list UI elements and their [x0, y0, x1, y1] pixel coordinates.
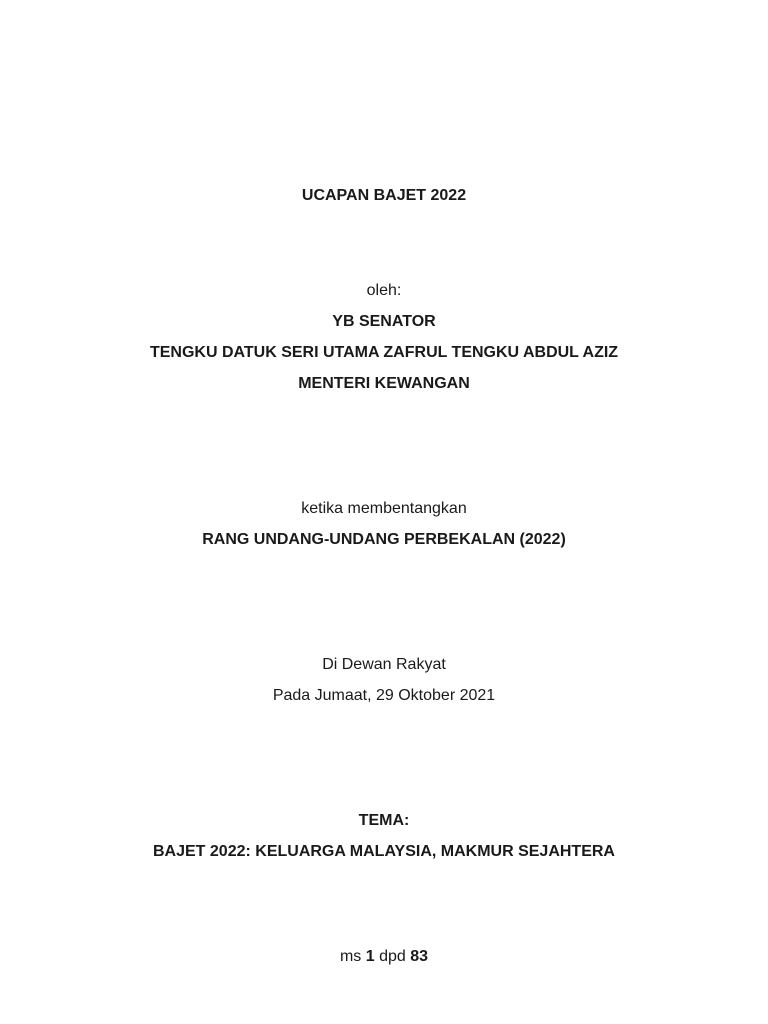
- document-title: UCAPAN BAJET 2022: [301, 187, 467, 204]
- occasion-label: ketika membentangkan: [301, 500, 467, 517]
- bill-name: RANG UNDANG-UNDANG PERBEKALAN (2022): [202, 531, 566, 548]
- page-current: 1: [365, 948, 375, 965]
- by-label: oleh:: [366, 282, 402, 299]
- page-separator: dpd: [379, 948, 406, 965]
- page-total: 83: [410, 948, 429, 965]
- page-number: [0, 947, 768, 967]
- date: Pada Jumaat, 29 Oktober 2021: [272, 687, 496, 704]
- page-prefix: ms: [339, 948, 362, 965]
- theme-label: TEMA:: [358, 812, 410, 829]
- speaker-name: TENGKU DATUK SERI UTAMA ZAFRUL TENGKU ABDUL AZIZ: [149, 344, 619, 361]
- theme-text: BAJET 2022: KELUARGA MALAYSIA, MAKMUR SEJAHTERA: [153, 843, 615, 860]
- venue: Di Dewan Rakyat: [322, 656, 446, 673]
- speaker-position: MENTERI KEWANGAN: [298, 375, 470, 392]
- speaker-honorific: YB SENATOR: [332, 313, 436, 330]
